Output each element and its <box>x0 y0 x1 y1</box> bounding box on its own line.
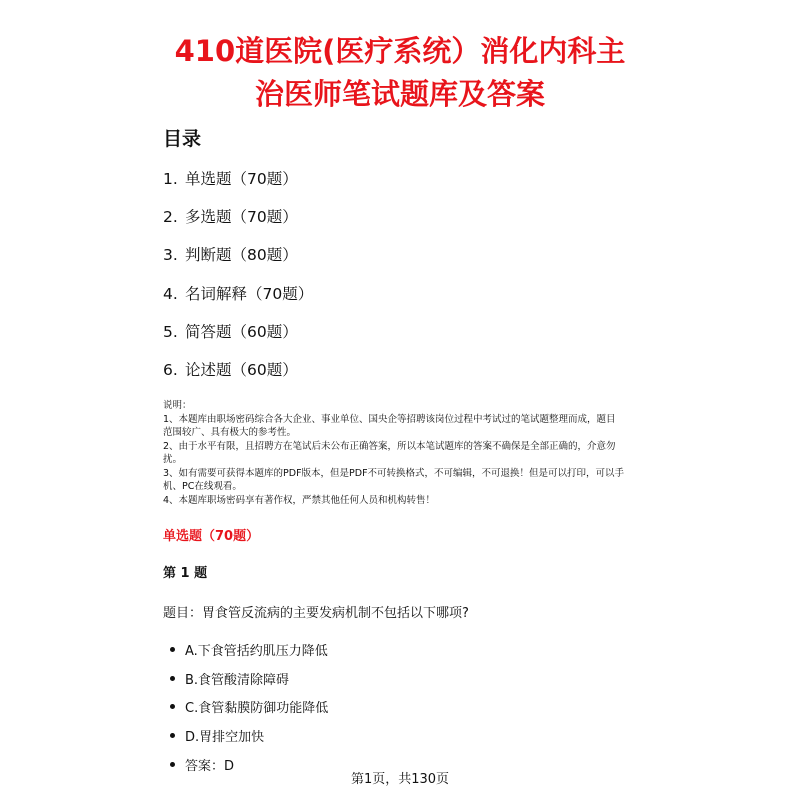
notes-line: 范围较广、具有极大的参考性。 <box>163 427 297 438</box>
option-label: D.胃排空加快 <box>185 730 265 746</box>
toc-list <box>163 168 313 397</box>
toc-item-label: 多选题（70题） <box>185 208 298 227</box>
toc-item-number: 6. <box>163 360 178 379</box>
toc-item-label: 论述题（60题） <box>185 360 298 379</box>
option-label: A.下食管括约肌压力降低 <box>185 644 328 659</box>
option-item <box>170 644 328 673</box>
toc-item-label: 简答题（60题） <box>185 322 298 341</box>
toc-item-number: 3. <box>163 246 178 265</box>
notes-line: 2、由于水平有限，且招聘方在笔试后未公布正确答案，所以本笔试题库的答案不确保是全部正确的，介意勿 <box>163 440 616 452</box>
notes-line: 机、PC在线观看。 <box>163 481 242 492</box>
notes-block <box>163 399 663 507</box>
question-text: 题目：胃食管反流病的主要发病机制不包括以下哪项? <box>163 606 469 621</box>
document-title-line-1: 410道医院(医疗系统）消化内科主 <box>174 34 626 68</box>
notes-heading: 说明： <box>163 400 192 411</box>
bullet-icon <box>170 704 175 709</box>
option-label: B.食管酸清除障碍 <box>185 672 290 688</box>
answer-label: 答案：D <box>185 758 235 774</box>
toc-item <box>163 244 313 282</box>
bullet-icon <box>170 676 175 681</box>
toc-item-number: 4. <box>163 284 178 303</box>
toc-item <box>163 168 313 206</box>
bullet-icon <box>170 762 175 767</box>
toc-item-number: 1. <box>163 170 178 188</box>
bullet-icon <box>170 647 175 652</box>
toc-item-label: 名词解释（70题） <box>185 284 314 303</box>
notes-line: 扰。 <box>163 454 183 465</box>
document-title <box>100 30 700 116</box>
question-options <box>170 644 328 787</box>
toc-item-label: 单选题（70题） <box>185 170 298 188</box>
toc-item-label: 判断题（80题） <box>185 246 298 265</box>
toc-item <box>163 321 313 359</box>
toc-item-number: 5. <box>163 322 178 341</box>
notes-line: 4、本题库职场密码享有著作权，严禁其他任何人员和机构转售！ <box>163 494 436 506</box>
toc-heading: 目录 <box>163 128 202 150</box>
option-item <box>170 701 328 730</box>
question-number: 第 1 题 <box>163 566 208 581</box>
toc-item <box>163 359 313 397</box>
bullet-icon <box>170 733 175 738</box>
option-item <box>170 730 328 759</box>
toc-item <box>163 206 313 244</box>
notes-line: 1、本题库由职场密码综合各大企业、事业单位、国央企等招聘该岗位过程中考试过的笔试题整理而成，题目 <box>163 413 616 425</box>
notes-line: 3、如有需要可获得本题库的PDF版本，但是PDF不可转换格式，不可编辑，不可退换！但是可以打印，可以手 <box>163 467 625 479</box>
toc-item <box>163 283 313 321</box>
page-footer: 第1页，共130页 <box>350 772 450 787</box>
document-title-line-2: 治医师笔试题库及答案 <box>254 77 545 111</box>
option-item <box>170 673 328 702</box>
toc-item-number: 2. <box>163 208 178 227</box>
section-heading: 单选题（70题） <box>163 529 260 544</box>
option-label: C.食管黏膜防御功能降低 <box>185 701 329 717</box>
